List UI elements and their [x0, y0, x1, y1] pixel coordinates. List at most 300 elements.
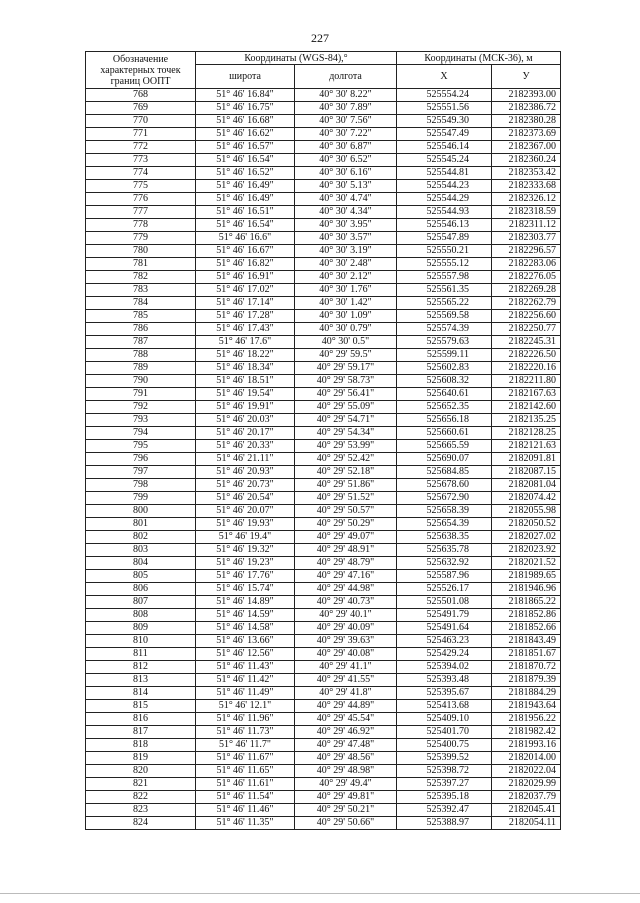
cell-point-id: 818	[86, 739, 196, 752]
cell-point-id: 801	[86, 518, 196, 531]
table-row	[86, 102, 561, 115]
cell-latitude: 51° 46' 16.67"	[196, 245, 295, 258]
cell-latitude: 51° 46' 11.7"	[196, 739, 295, 752]
cell-latitude: 51° 46' 20.54"	[196, 492, 295, 505]
header-wgs84-group: Координаты (WGS-84),°	[196, 52, 397, 65]
cell-latitude: 51° 46' 12.56"	[196, 648, 295, 661]
cell-longitude: 40° 29' 50.21"	[295, 804, 397, 817]
cell-point-id: 780	[86, 245, 196, 258]
table-header	[86, 52, 561, 89]
cell-x: 525678.60	[397, 479, 492, 492]
table-row	[86, 752, 561, 765]
cell-latitude: 51° 46' 18.34"	[196, 362, 295, 375]
cell-y: 2182276.05	[492, 271, 561, 284]
cell-y: 2182393.00	[492, 89, 561, 102]
cell-longitude: 40° 29' 48.56"	[295, 752, 397, 765]
cell-point-id: 822	[86, 791, 196, 804]
cell-longitude: 40° 30' 1.76"	[295, 284, 397, 297]
cell-latitude: 51° 46' 19.54"	[196, 388, 295, 401]
cell-x: 525544.23	[397, 180, 492, 193]
cell-x: 525602.83	[397, 362, 492, 375]
cell-point-id: 799	[86, 492, 196, 505]
cell-point-id: 781	[86, 258, 196, 271]
cell-longitude: 40° 30' 4.74"	[295, 193, 397, 206]
table-row	[86, 791, 561, 804]
cell-latitude: 51° 46' 19.23"	[196, 557, 295, 570]
table-row	[86, 531, 561, 544]
cell-x: 525549.30	[397, 115, 492, 128]
cell-longitude: 40° 30' 3.19"	[295, 245, 397, 258]
cell-latitude: 51° 46' 20.07"	[196, 505, 295, 518]
cell-latitude: 51° 46' 16.75"	[196, 102, 295, 115]
header-latitude: широта	[196, 65, 295, 89]
cell-point-id: 798	[86, 479, 196, 492]
cell-latitude: 51° 46' 19.91"	[196, 401, 295, 414]
cell-latitude: 51° 46' 11.42"	[196, 674, 295, 687]
table-row	[86, 557, 561, 570]
cell-longitude: 40° 29' 49.07"	[295, 531, 397, 544]
cell-latitude: 51° 46' 17.14"	[196, 297, 295, 310]
cell-x: 525392.47	[397, 804, 492, 817]
table-row	[86, 388, 561, 401]
cell-y: 2182055.98	[492, 505, 561, 518]
cell-point-id: 787	[86, 336, 196, 349]
page-bottom-rule	[0, 893, 640, 894]
cell-latitude: 51° 46' 13.66"	[196, 635, 295, 648]
cell-y: 2181946.96	[492, 583, 561, 596]
cell-y: 2182269.28	[492, 284, 561, 297]
table-row	[86, 726, 561, 739]
cell-longitude: 40° 30' 6.16"	[295, 167, 397, 180]
cell-latitude: 51° 46' 16.62"	[196, 128, 295, 141]
cell-latitude: 51° 46' 16.49"	[196, 180, 295, 193]
table-row	[86, 141, 561, 154]
cell-x: 525547.89	[397, 232, 492, 245]
cell-latitude: 51° 46' 11.35"	[196, 817, 295, 830]
cell-point-id: 771	[86, 128, 196, 141]
cell-latitude: 51° 46' 19.4"	[196, 531, 295, 544]
table-row	[86, 375, 561, 388]
cell-y: 2182142.60	[492, 401, 561, 414]
cell-x: 525635.78	[397, 544, 492, 557]
cell-y: 2182027.02	[492, 531, 561, 544]
cell-latitude: 51° 46' 16.82"	[196, 258, 295, 271]
cell-longitude: 40° 29' 44.89"	[295, 700, 397, 713]
cell-latitude: 51° 46' 20.03"	[196, 414, 295, 427]
table-row	[86, 700, 561, 713]
cell-x: 525640.61	[397, 388, 492, 401]
cell-y: 2181852.86	[492, 609, 561, 622]
cell-point-id: 794	[86, 427, 196, 440]
table-row	[86, 167, 561, 180]
cell-y: 2181956.22	[492, 713, 561, 726]
cell-y: 2182074.42	[492, 492, 561, 505]
cell-x: 525690.07	[397, 453, 492, 466]
cell-y: 2182029.99	[492, 778, 561, 791]
table-row	[86, 687, 561, 700]
cell-latitude: 51° 46' 16.68"	[196, 115, 295, 128]
cell-longitude: 40° 29' 54.71"	[295, 414, 397, 427]
cell-point-id: 777	[86, 206, 196, 219]
cell-latitude: 51° 46' 17.43"	[196, 323, 295, 336]
cell-y: 2182283.06	[492, 258, 561, 271]
cell-point-id: 768	[86, 89, 196, 102]
cell-y: 2182318.59	[492, 206, 561, 219]
table-row	[86, 232, 561, 245]
cell-x: 525565.22	[397, 297, 492, 310]
table-body	[86, 89, 561, 830]
header-point-id: Обозначение характерных точек границ ООПТ	[86, 52, 196, 89]
cell-point-id: 814	[86, 687, 196, 700]
cell-latitude: 51° 46' 12.1"	[196, 700, 295, 713]
table-row	[86, 284, 561, 297]
table-row	[86, 804, 561, 817]
cell-y: 2181982.42	[492, 726, 561, 739]
cell-longitude: 40° 29' 55.09"	[295, 401, 397, 414]
cell-longitude: 40° 29' 49.4"	[295, 778, 397, 791]
table-row	[86, 492, 561, 505]
cell-latitude: 51° 46' 16.51"	[196, 206, 295, 219]
cell-longitude: 40° 30' 2.48"	[295, 258, 397, 271]
cell-point-id: 785	[86, 310, 196, 323]
cell-point-id: 812	[86, 661, 196, 674]
cell-latitude: 51° 46' 11.43"	[196, 661, 295, 674]
cell-point-id: 807	[86, 596, 196, 609]
cell-longitude: 40° 29' 52.18"	[295, 466, 397, 479]
cell-longitude: 40° 29' 50.29"	[295, 518, 397, 531]
cell-latitude: 51° 46' 17.76"	[196, 570, 295, 583]
cell-y: 2182256.60	[492, 310, 561, 323]
table-row	[86, 245, 561, 258]
table-row	[86, 544, 561, 557]
cell-y: 2182121.63	[492, 440, 561, 453]
cell-longitude: 40° 29' 48.91"	[295, 544, 397, 557]
cell-y: 2181884.29	[492, 687, 561, 700]
cell-y: 2182081.04	[492, 479, 561, 492]
cell-point-id: 808	[86, 609, 196, 622]
page-number: 227	[311, 31, 329, 45]
cell-x: 525544.81	[397, 167, 492, 180]
cell-longitude: 40° 29' 48.98"	[295, 765, 397, 778]
table-row	[86, 115, 561, 128]
cell-y: 2182333.68	[492, 180, 561, 193]
cell-point-id: 773	[86, 154, 196, 167]
cell-point-id: 816	[86, 713, 196, 726]
cell-x: 525413.68	[397, 700, 492, 713]
table-row	[86, 336, 561, 349]
cell-y: 2182014.00	[492, 752, 561, 765]
cell-x: 525579.63	[397, 336, 492, 349]
table-row	[86, 466, 561, 479]
cell-longitude: 40° 30' 4.34"	[295, 206, 397, 219]
cell-y: 2181843.49	[492, 635, 561, 648]
cell-latitude: 51° 46' 14.58"	[196, 622, 295, 635]
cell-x: 525463.23	[397, 635, 492, 648]
cell-y: 2182250.77	[492, 323, 561, 336]
table-row	[86, 310, 561, 323]
table-row	[86, 505, 561, 518]
cell-x: 525652.35	[397, 401, 492, 414]
cell-y: 2182367.00	[492, 141, 561, 154]
cell-x: 525547.49	[397, 128, 492, 141]
cell-point-id: 769	[86, 102, 196, 115]
cell-point-id: 786	[86, 323, 196, 336]
cell-latitude: 51° 46' 11.65"	[196, 765, 295, 778]
cell-y: 2181943.64	[492, 700, 561, 713]
table-row	[86, 271, 561, 284]
cell-y: 2181865.22	[492, 596, 561, 609]
cell-y: 2181870.72	[492, 661, 561, 674]
table-row	[86, 206, 561, 219]
cell-longitude: 40° 29' 54.34"	[295, 427, 397, 440]
cell-y: 2182135.25	[492, 414, 561, 427]
table-row	[86, 89, 561, 102]
cell-y: 2182353.42	[492, 167, 561, 180]
header-y: У	[492, 65, 561, 89]
cell-y: 2181993.16	[492, 739, 561, 752]
cell-longitude: 40° 29' 53.99"	[295, 440, 397, 453]
cell-y: 2182326.12	[492, 193, 561, 206]
cell-longitude: 40° 30' 7.89"	[295, 102, 397, 115]
cell-point-id: 805	[86, 570, 196, 583]
cell-x: 525546.13	[397, 219, 492, 232]
cell-latitude: 51° 46' 11.96"	[196, 713, 295, 726]
cell-x: 525491.79	[397, 609, 492, 622]
cell-point-id: 796	[86, 453, 196, 466]
cell-longitude: 40° 29' 44.98"	[295, 583, 397, 596]
cell-longitude: 40° 30' 8.22"	[295, 89, 397, 102]
cell-point-id: 772	[86, 141, 196, 154]
cell-point-id: 776	[86, 193, 196, 206]
cell-latitude: 51° 46' 16.54"	[196, 219, 295, 232]
cell-y: 2182045.41	[492, 804, 561, 817]
cell-longitude: 40° 30' 1.09"	[295, 310, 397, 323]
cell-latitude: 51° 46' 16.54"	[196, 154, 295, 167]
cell-x: 525401.70	[397, 726, 492, 739]
cell-point-id: 811	[86, 648, 196, 661]
table-row	[86, 778, 561, 791]
table-row	[86, 583, 561, 596]
cell-longitude: 40° 30' 6.87"	[295, 141, 397, 154]
cell-point-id: 792	[86, 401, 196, 414]
cell-point-id: 782	[86, 271, 196, 284]
cell-x: 525398.72	[397, 765, 492, 778]
cell-longitude: 40° 30' 7.22"	[295, 128, 397, 141]
table-row	[86, 297, 561, 310]
cell-y: 2182226.50	[492, 349, 561, 362]
cell-latitude: 51° 46' 11.73"	[196, 726, 295, 739]
cell-latitude: 51° 46' 16.52"	[196, 167, 295, 180]
cell-x: 525638.35	[397, 531, 492, 544]
cell-longitude: 40° 29' 41.8"	[295, 687, 397, 700]
cell-longitude: 40° 29' 51.86"	[295, 479, 397, 492]
cell-point-id: 821	[86, 778, 196, 791]
cell-x: 525395.18	[397, 791, 492, 804]
cell-longitude: 40° 30' 1.42"	[295, 297, 397, 310]
cell-longitude: 40° 29' 41.1"	[295, 661, 397, 674]
cell-point-id: 819	[86, 752, 196, 765]
cell-x: 525397.27	[397, 778, 492, 791]
cell-y: 2182021.52	[492, 557, 561, 570]
cell-y: 2181852.66	[492, 622, 561, 635]
cell-point-id: 783	[86, 284, 196, 297]
cell-point-id: 774	[86, 167, 196, 180]
cell-latitude: 51° 46' 20.93"	[196, 466, 295, 479]
cell-x: 525672.90	[397, 492, 492, 505]
cell-latitude: 51° 46' 11.49"	[196, 687, 295, 700]
cell-x: 525544.29	[397, 193, 492, 206]
cell-longitude: 40° 29' 58.73"	[295, 375, 397, 388]
cell-x: 525394.02	[397, 661, 492, 674]
table-row	[86, 427, 561, 440]
cell-latitude: 51° 46' 16.57"	[196, 141, 295, 154]
cell-point-id: 778	[86, 219, 196, 232]
table-row	[86, 362, 561, 375]
cell-longitude: 40° 29' 41.55"	[295, 674, 397, 687]
cell-longitude: 40° 29' 39.63"	[295, 635, 397, 648]
table-row	[86, 622, 561, 635]
table-row	[86, 609, 561, 622]
cell-point-id: 790	[86, 375, 196, 388]
cell-x: 525632.92	[397, 557, 492, 570]
cell-latitude: 51° 46' 11.46"	[196, 804, 295, 817]
cell-x: 525491.64	[397, 622, 492, 635]
cell-y: 2182386.72	[492, 102, 561, 115]
header-longitude: долгота	[295, 65, 397, 89]
cell-x: 525395.67	[397, 687, 492, 700]
cell-x: 525684.85	[397, 466, 492, 479]
table-row	[86, 414, 561, 427]
cell-point-id: 770	[86, 115, 196, 128]
cell-longitude: 40° 29' 47.16"	[295, 570, 397, 583]
cell-longitude: 40° 29' 47.48"	[295, 739, 397, 752]
cell-longitude: 40° 29' 40.08"	[295, 648, 397, 661]
cell-longitude: 40° 30' 5.13"	[295, 180, 397, 193]
cell-latitude: 51° 46' 11.61"	[196, 778, 295, 791]
table-row	[86, 453, 561, 466]
header-x: X	[397, 65, 492, 89]
table-row	[86, 440, 561, 453]
cell-x: 525660.61	[397, 427, 492, 440]
cell-x: 525546.14	[397, 141, 492, 154]
table-row	[86, 479, 561, 492]
table-row	[86, 674, 561, 687]
cell-longitude: 40° 29' 46.92"	[295, 726, 397, 739]
cell-latitude: 51° 46' 14.89"	[196, 596, 295, 609]
cell-point-id: 803	[86, 544, 196, 557]
cell-latitude: 51° 46' 16.91"	[196, 271, 295, 284]
table-row	[86, 648, 561, 661]
cell-y: 2181989.65	[492, 570, 561, 583]
table-row	[86, 713, 561, 726]
cell-x: 525599.11	[397, 349, 492, 362]
table-row	[86, 596, 561, 609]
cell-point-id: 815	[86, 700, 196, 713]
table-row	[86, 739, 561, 752]
cell-latitude: 51° 46' 19.93"	[196, 518, 295, 531]
cell-x: 525557.98	[397, 271, 492, 284]
cell-point-id: 810	[86, 635, 196, 648]
cell-x: 525574.39	[397, 323, 492, 336]
table-row	[86, 193, 561, 206]
cell-y: 2182245.31	[492, 336, 561, 349]
cell-x: 525393.48	[397, 674, 492, 687]
cell-y: 2182311.12	[492, 219, 561, 232]
cell-y: 2182211.80	[492, 375, 561, 388]
table-row	[86, 258, 561, 271]
cell-y: 2182091.81	[492, 453, 561, 466]
cell-latitude: 51° 46' 11.67"	[196, 752, 295, 765]
cell-latitude: 51° 46' 21.11"	[196, 453, 295, 466]
cell-longitude: 40° 30' 2.12"	[295, 271, 397, 284]
cell-y: 2181879.39	[492, 674, 561, 687]
cell-point-id: 788	[86, 349, 196, 362]
table-row	[86, 570, 561, 583]
cell-longitude: 40° 30' 0.79"	[295, 323, 397, 336]
cell-x: 525544.93	[397, 206, 492, 219]
cell-point-id: 793	[86, 414, 196, 427]
table-row	[86, 765, 561, 778]
cell-longitude: 40° 30' 3.95"	[295, 219, 397, 232]
cell-x: 525608.32	[397, 375, 492, 388]
table-row	[86, 635, 561, 648]
cell-y: 2182128.25	[492, 427, 561, 440]
cell-point-id: 791	[86, 388, 196, 401]
cell-point-id: 813	[86, 674, 196, 687]
cell-y: 2182167.63	[492, 388, 561, 401]
cell-point-id: 802	[86, 531, 196, 544]
cell-y: 2181851.67	[492, 648, 561, 661]
table-row	[86, 401, 561, 414]
cell-x: 525550.21	[397, 245, 492, 258]
cell-latitude: 51° 46' 17.28"	[196, 310, 295, 323]
cell-y: 2182022.04	[492, 765, 561, 778]
cell-x: 525545.24	[397, 154, 492, 167]
cell-longitude: 40° 30' 6.52"	[295, 154, 397, 167]
cell-latitude: 51° 46' 18.51"	[196, 375, 295, 388]
table-row	[86, 154, 561, 167]
table-row	[86, 128, 561, 141]
cell-longitude: 40° 29' 49.81"	[295, 791, 397, 804]
cell-y: 2182054.11	[492, 817, 561, 830]
table-row	[86, 349, 561, 362]
cell-point-id: 800	[86, 505, 196, 518]
cell-x: 525587.96	[397, 570, 492, 583]
cell-x: 525551.56	[397, 102, 492, 115]
cell-longitude: 40° 29' 40.09"	[295, 622, 397, 635]
cell-longitude: 40° 29' 50.66"	[295, 817, 397, 830]
cell-x: 525658.39	[397, 505, 492, 518]
cell-point-id: 823	[86, 804, 196, 817]
cell-longitude: 40° 30' 7.56"	[295, 115, 397, 128]
cell-latitude: 51° 46' 11.54"	[196, 791, 295, 804]
cell-latitude: 51° 46' 16.6"	[196, 232, 295, 245]
cell-longitude: 40° 29' 52.42"	[295, 453, 397, 466]
cell-point-id: 809	[86, 622, 196, 635]
cell-x: 525554.24	[397, 89, 492, 102]
cell-x: 525501.08	[397, 596, 492, 609]
cell-point-id: 797	[86, 466, 196, 479]
cell-x: 525409.10	[397, 713, 492, 726]
cell-x: 525388.97	[397, 817, 492, 830]
cell-longitude: 40° 29' 59.5"	[295, 349, 397, 362]
cell-longitude: 40° 29' 51.52"	[295, 492, 397, 505]
header-msk36-group: Координаты (МСК-36), м	[397, 52, 561, 65]
cell-y: 2182380.28	[492, 115, 561, 128]
cell-x: 525399.52	[397, 752, 492, 765]
cell-y: 2182037.79	[492, 791, 561, 804]
table-row	[86, 180, 561, 193]
